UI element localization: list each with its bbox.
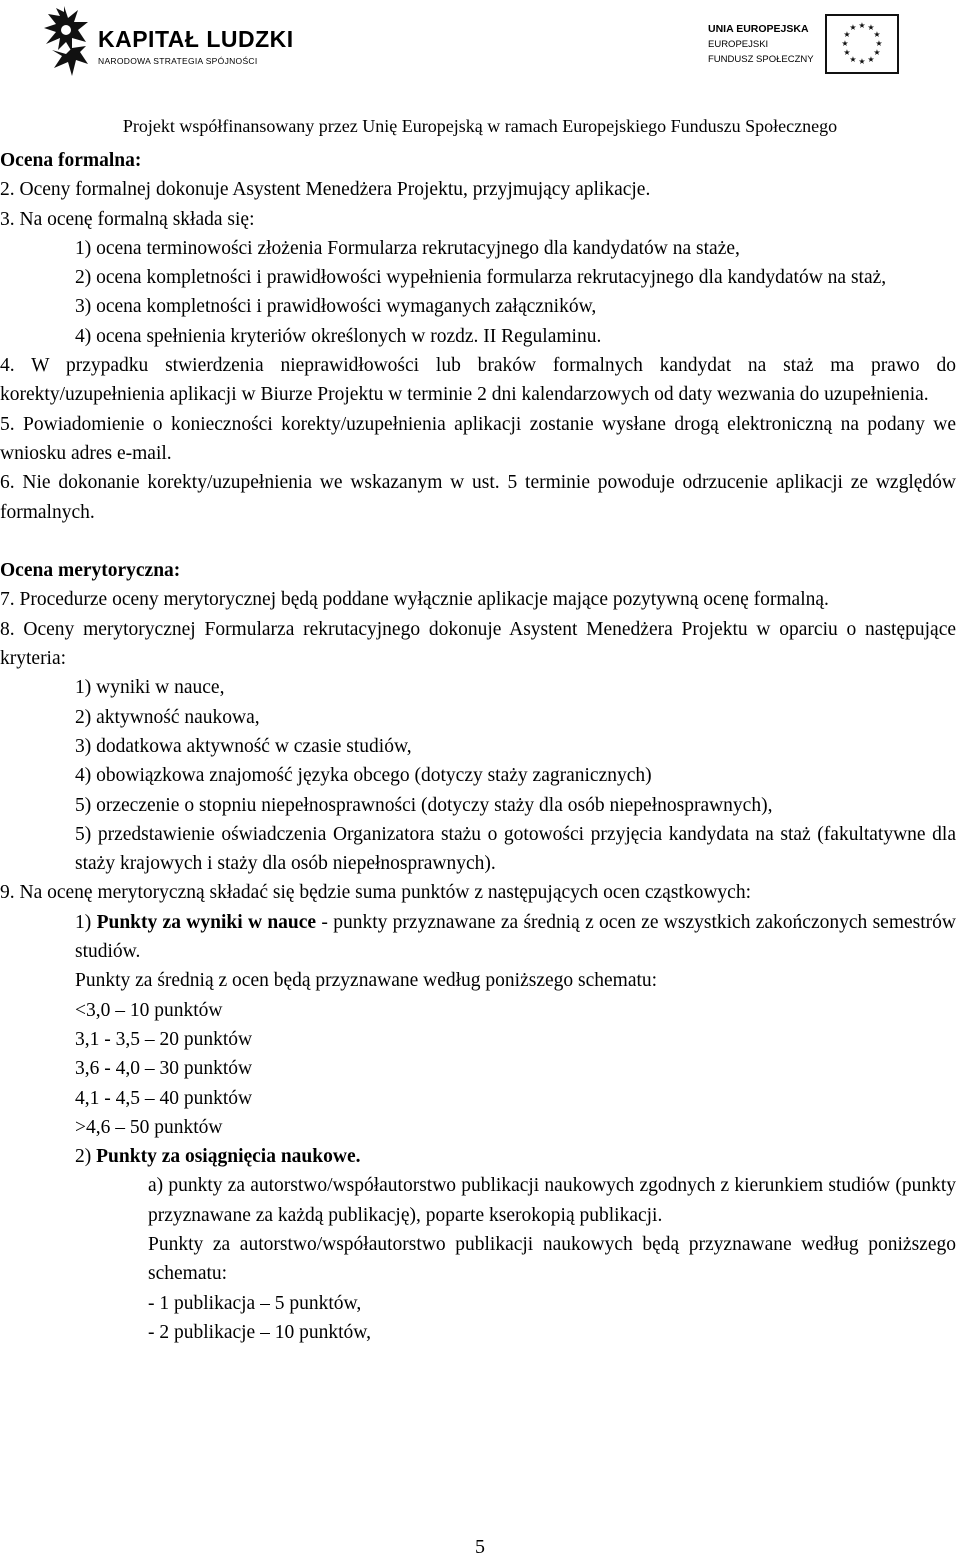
document-body xyxy=(0,146,956,1347)
eu-flag-icon xyxy=(825,14,899,74)
paragraph-3: 3. Na ocenę formalną składa się: xyxy=(0,208,255,230)
criteria-item: 4) obowiązkowa znajomość języka obcego (dotyczy staży zagranicznych) xyxy=(75,765,652,787)
list-item: 4) ocena spełnienia kryteriów określonych w rozdz. II Regulaminu. xyxy=(75,325,602,347)
points-item-2-title: Punkty za osiągnięcia naukowe. xyxy=(96,1146,361,1168)
section-heading-merit: Ocena merytoryczna: xyxy=(0,560,181,582)
logo-title: KAPITAŁ LUDZKI xyxy=(98,26,294,52)
grade-row: 3,1 - 3,5 – 20 punktów xyxy=(75,1028,253,1050)
grade-row: 3,6 - 4,0 – 30 punktów xyxy=(75,1058,253,1080)
logo-subtitle: NARODOWA STRATEGIA SPÓJNOŚCI xyxy=(98,56,258,66)
svg-text:★: ★ xyxy=(875,39,883,48)
section-heading-formal: Ocena formalna: xyxy=(0,150,142,171)
page-number: 5 xyxy=(475,1536,485,1558)
paragraph-2: 2. Oceny formalnej dokonuje Asystent Menedżera Projektu, przyjmujący aplikacje. xyxy=(0,179,651,201)
points-item-1 xyxy=(0,908,956,967)
grades-schema-intro: Punkty za średnią z ocen będą przyznawane według poniższego schematu: xyxy=(75,970,658,992)
svg-text:★: ★ xyxy=(867,55,875,64)
eu-logo-line-1: UNIA EUROPEJSKA xyxy=(708,23,809,35)
points-item-1-title: Punkty za wyniki w nauce xyxy=(96,911,317,933)
svg-text:★: ★ xyxy=(873,48,881,57)
paragraph-4: 4. W przypadku stwierdzenia nieprawidłowości lub braków formalnych kandydat na staż ma prawo do korekty/uzupełnienia aplikacji w Biurze Projektu w terminie 2 dni kalendarzowych od daty wezwania do uzupełnienia. xyxy=(0,355,956,406)
eu-logo-line-3: FUNDUSZ SPOŁECZNY xyxy=(708,54,814,65)
project-cofinancing-line: Projekt współfinansowany przez Unię Europejską w ramach Europejskiego Funduszu Społecznego xyxy=(122,116,838,136)
paragraph-6: 6. Nie dokonanie korekty/uzupełnienia we wskazanym w ust. 5 terminie powoduje odrzucenie aplikacji ze względów formalnych. xyxy=(0,472,956,523)
list-item: 1) ocena terminowości złożenia Formularza rekrutacyjnego dla kandydatów na staże, xyxy=(75,237,740,259)
publications-item-a: a) punkty za autorstwo/współautorstwo publikacji naukowych zgodnych z kierunkiem studiów (punkty przyznawane za każdą publikację), poparte kserokopią publikacji. xyxy=(148,1175,956,1226)
criteria-item: 5) przedstawienie oświadczenia Organizatora stażu o gotowości przyjęcia kandydata na staż (fakultatywne dla staży krajowych i staży dla osób niepełnosprawnych). xyxy=(75,823,956,875)
grade-row: >4,6 – 50 punktów xyxy=(75,1116,223,1138)
svg-text:★: ★ xyxy=(843,48,851,57)
svg-text:★: ★ xyxy=(849,55,857,64)
svg-text:★: ★ xyxy=(858,57,866,66)
publication-row: - 2 publikacje – 10 punktów, xyxy=(148,1321,371,1343)
criteria-item: 2) aktywność naukowa, xyxy=(75,706,260,728)
kapital-ludzki-emblem-icon xyxy=(42,6,90,76)
paragraph-5: 5. Powiadomienie o konieczności korekty/uzupełnienia aplikacji zostanie wysłane drogą elektroniczną na podany we wniosku adres e-mail. xyxy=(0,413,956,464)
svg-text:★: ★ xyxy=(873,30,881,39)
eu-logo xyxy=(708,14,898,74)
svg-text:★: ★ xyxy=(849,23,857,32)
points-item-2 xyxy=(0,1142,956,1171)
paragraph-9: 9. Na ocenę merytoryczną składać się będzie suma punktów z następujących ocen cząstkowych: xyxy=(0,882,751,904)
page-header xyxy=(0,0,960,136)
svg-text:★: ★ xyxy=(858,21,866,30)
svg-text:★: ★ xyxy=(843,30,851,39)
criteria-item: 3) dodatkowa aktywność w czasie studiów, xyxy=(75,735,412,757)
list-item: 3) ocena kompletności i prawidłowości wymaganych załączników, xyxy=(75,296,597,318)
grade-row: <3,0 – 10 punktów xyxy=(75,999,223,1021)
criteria-item: 5) orzeczenie o stopniu niepełnosprawności (dotyczy staży dla osób niepełnosprawnych), xyxy=(75,794,773,816)
kapital-ludzki-logo xyxy=(42,6,294,76)
eu-logo-line-2: EUROPEJSKI xyxy=(708,39,769,50)
grade-row: 4,1 - 4,5 – 40 punktów xyxy=(75,1087,253,1109)
spacer xyxy=(0,527,956,556)
paragraph-7: 7. Procedurze oceny merytorycznej będą poddane wyłącznie aplikacje mające pozytywną ocenę formalną. xyxy=(0,589,829,611)
paragraph-8: 8. Oceny merytorycznej Formularza rekrutacyjnego dokonuje Asystent Menedżera Projektu w oparciu o następujące kryteria: xyxy=(0,618,956,670)
publication-row: - 1 publikacja – 5 punktów, xyxy=(148,1292,362,1314)
svg-text:★: ★ xyxy=(841,39,849,48)
criteria-item: 1) wyniki w nauce, xyxy=(75,677,225,699)
publications-schema-intro: Punkty za autorstwo/współautorstwo publikacji naukowych będą przyznawane według poniższego schematu: xyxy=(148,1233,956,1285)
points-item-2-prefix: 2) xyxy=(75,1146,97,1168)
points-item-1-text: - punkty przyznawane za średnią z ocen ze wszystkich zakończonych semestrów studiów. xyxy=(75,911,956,963)
svg-text:★: ★ xyxy=(867,23,875,32)
points-item-1-prefix: 1) xyxy=(75,911,97,933)
list-item: 2) ocena kompletności i prawidłowości wypełnienia formularza rekrutacyjnego dla kandydatów na staż, xyxy=(75,267,887,289)
